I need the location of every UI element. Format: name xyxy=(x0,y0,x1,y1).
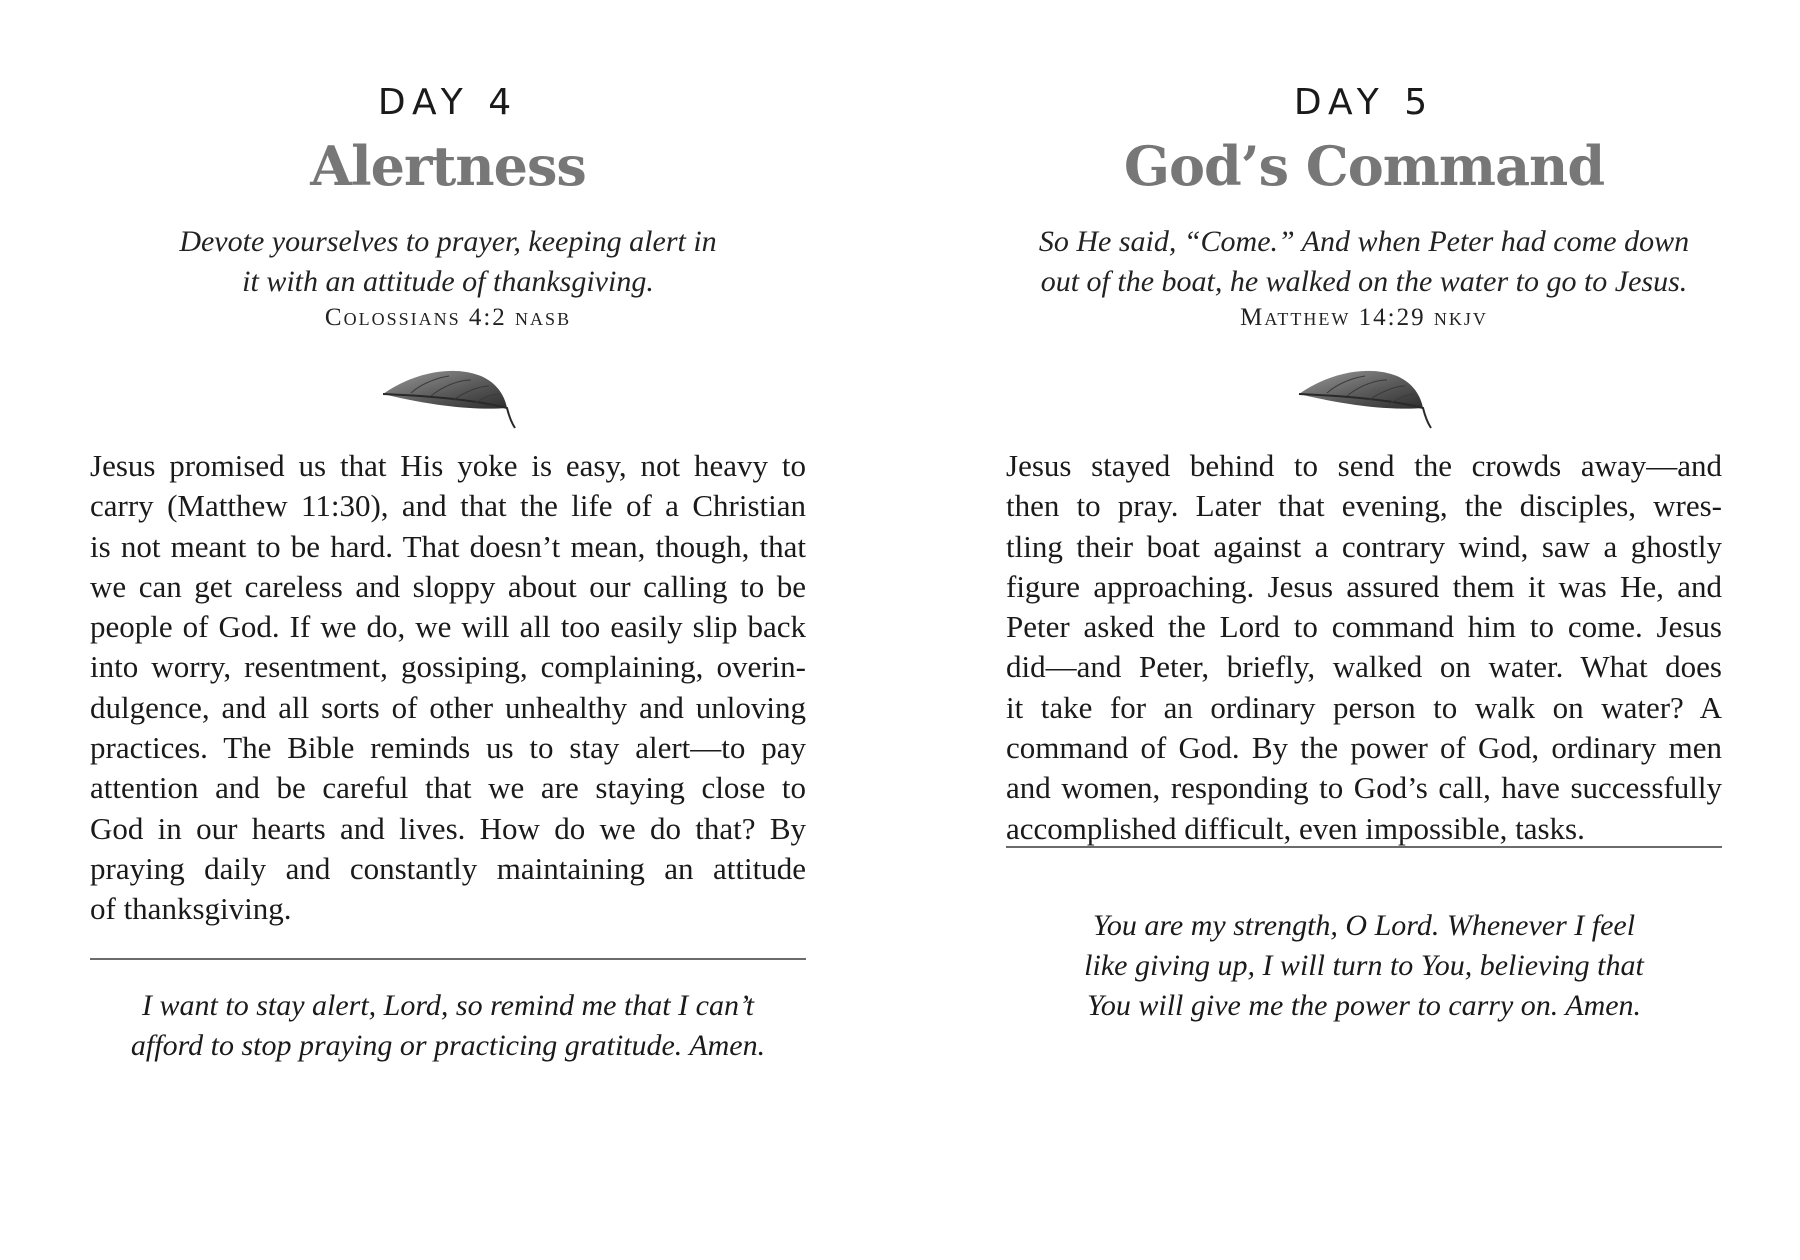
prayer-line: I want to stay alert, Lord, so remind me that I can’t xyxy=(142,989,754,1022)
verse-line: it with an attitude of thanksgiving. xyxy=(242,265,654,298)
devotional-body xyxy=(90,446,806,930)
body-line: into worry, resentment, gossiping, complaining, overin- xyxy=(90,649,806,685)
body-line: praying daily and constantly maintaining an attitude xyxy=(90,850,806,886)
section-divider xyxy=(90,958,806,960)
body-line: figure approaching. Jesus assured them it was He, and xyxy=(1006,568,1722,604)
body-line: Peter asked the Lord to command him to come. Jesus xyxy=(1006,609,1722,645)
body-line: command of God. By the power of God, ordinary men xyxy=(1006,730,1722,766)
verse-reference: Matthew 14:29 nkjv xyxy=(1240,304,1488,331)
closing-prayer xyxy=(90,986,806,1066)
verse-line: out of the boat, he walked on the water to go to Jesus. xyxy=(1040,265,1688,298)
body-line: then to pray. Later that evening, the disciples, wres- xyxy=(1006,488,1722,524)
day-label: DAY 5 xyxy=(1293,82,1435,123)
body-line: attention and be careful that we are staying close to xyxy=(90,770,806,806)
body-line: of thanksgiving. xyxy=(90,891,292,927)
body-line: Jesus stayed behind to send the crowds away—and xyxy=(1006,448,1722,483)
body-line: it take for an ordinary person to walk on water? A xyxy=(1006,689,1722,725)
day-label: DAY 4 xyxy=(377,82,519,123)
body-line: tling their boat against a contrary wind, saw a ghostly xyxy=(1006,528,1722,564)
body-line: people of God. If we do, we will all too easily slip back xyxy=(90,609,806,645)
verse-line: Devote yourselves to prayer, keeping alert in xyxy=(179,225,717,258)
closing-prayer xyxy=(1006,906,1722,1026)
body-line: did—and Peter, briefly, walked on water. What does xyxy=(1006,649,1722,685)
body-line: and women, responding to God’s call, have successfully xyxy=(1006,770,1722,806)
prayer-line: You are my strength, O Lord. Whenever I feel xyxy=(1092,909,1636,942)
body-line: dulgence, and all sorts of other unhealthy and unloving xyxy=(90,689,806,725)
prayer-line: like giving up, I will turn to You, believing that xyxy=(1084,949,1644,982)
leaf-icon xyxy=(381,366,517,430)
scripture-verse xyxy=(1006,222,1722,302)
verse-reference: Colossians 4:2 nasb xyxy=(324,304,572,331)
page-title: God’s Command xyxy=(1123,134,1605,198)
prayer-line: afford to stop praying or practicing gratitude. Amen. xyxy=(130,1029,766,1062)
body-line: accomplished difficult, even impossible, tasks. xyxy=(1006,810,1585,846)
page-title: Alertness xyxy=(310,134,586,198)
verse-line: So He said, “Come.” And when Peter had come down xyxy=(1038,225,1690,258)
body-line: Jesus promised us that His yoke is easy, not heavy to xyxy=(90,448,806,483)
devotional-page-day-4 xyxy=(90,0,806,1260)
body-line: carry (Matthew 11:30), and that the life of a Christian xyxy=(90,488,806,524)
body-line: God in our hearts and lives. How do we do that? By xyxy=(90,810,806,846)
devotional-body xyxy=(1006,446,1722,849)
leaf-icon xyxy=(1297,366,1433,430)
devotional-page-day-5 xyxy=(1006,0,1722,1260)
body-line: is not meant to be hard. That doesn’t mean, though, that xyxy=(90,528,806,564)
scripture-verse xyxy=(90,222,806,302)
section-divider xyxy=(1006,846,1722,848)
body-line: practices. The Bible reminds us to stay alert—to pay xyxy=(90,730,806,766)
body-line: we can get careless and sloppy about our calling to be xyxy=(90,568,806,604)
prayer-line: You will give me the power to carry on. Amen. xyxy=(1086,989,1642,1022)
